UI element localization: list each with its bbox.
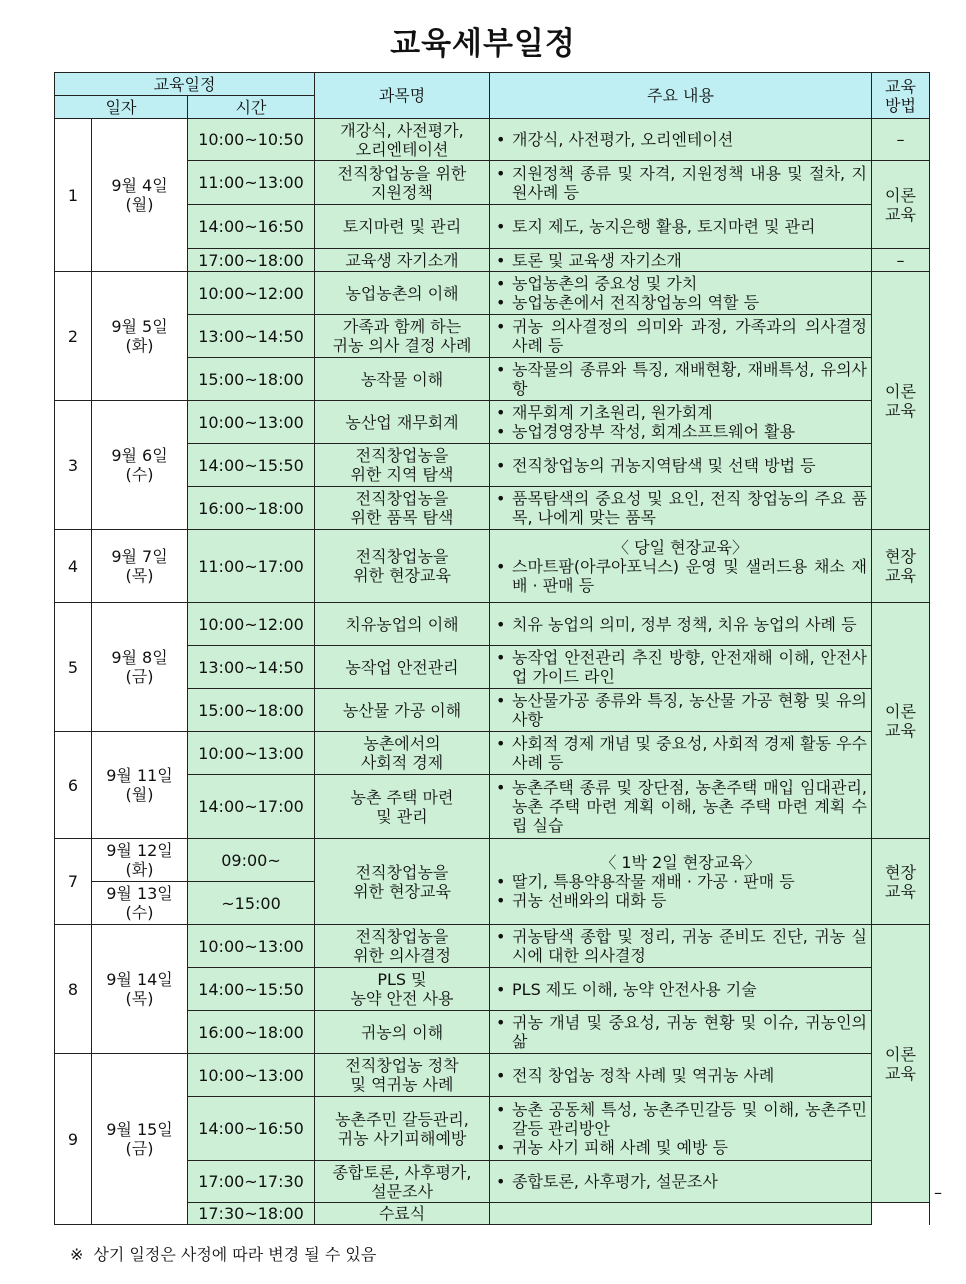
content-cell: • 사회적 경제 개념 및 중요성, 사회적 경제 활동 우수사례 등 [490,732,872,775]
content-cell: • 농작물의 종류와 특징, 재배현황, 재배특성, 유의사항 [490,358,872,401]
subject-cell: 전직창업농을 위한 현장교육 [315,530,490,603]
header-date: 일자 [55,96,188,119]
subject-cell: 농촌 주택 마련 및 관리 [315,775,490,839]
day-date: 9월 12일 (화) [92,839,188,882]
content-cell: • 품목탐색의 중요성 및 요인, 전직 창업농의 주요 품목, 나에게 맞는 품목 [490,487,872,530]
time-cell: 11:00~13:00 [188,161,315,205]
time-cell: 14:00~16:50 [188,205,315,249]
time-cell: 17:00~18:00 [188,249,315,272]
subject-cell: 수료식 [315,1203,490,1225]
day-number: 7 [55,839,92,925]
header-time: 시간 [188,96,315,119]
method-cell: – [872,119,930,161]
time-cell: ~15:00 [188,882,315,925]
subject-cell: 전직창업농을 위한 품목 탐색 [315,487,490,530]
method-cell: 현장 교육 [872,839,930,925]
method-cell: 이론 교육 [872,925,930,1203]
subject-cell: 전직창업농을 위한 현장교육 [315,839,490,925]
time-cell: 17:30~18:00 [188,1203,315,1225]
subject-cell: 농작업 안전관리 [315,646,490,689]
subject-cell: 농촌주민 갈등관리, 귀농 사기피해예방 [315,1097,490,1161]
day-number: 9 [55,1054,92,1225]
subject-cell: 교육생 자기소개 [315,249,490,272]
content-cell: • 토지 제도, 농지은행 활용, 토지마련 및 관리 [490,205,872,249]
content-cell: 〈 1박 2일 현장교육〉 • 딸기, 특용약용작물 재배 · 가공 · 판매 등 • 귀농 선배와의 대화 등 [490,839,872,925]
time-cell: 14:00~15:50 [188,444,315,487]
subject-cell: 전직창업농을 위한 지원정책 [315,161,490,205]
header-subject: 과목명 [315,73,490,119]
content-cell: • 농업농촌의 중요성 및 가치 • 농업농촌에서 전직창업농의 역할 등 [490,272,872,315]
note-symbol: ※ [70,1245,84,1264]
subject-cell: 전직창업농 정착 및 역귀농 사례 [315,1054,490,1097]
time-cell: 14:00~17:00 [188,775,315,839]
time-cell: 14:00~15:50 [188,968,315,1011]
day-number: 5 [55,603,92,732]
footnote [70,1242,376,1265]
method-cell: 이론 교육 [872,603,930,839]
header-content: 주요 내용 [490,73,872,119]
day-date: 9월 15일 (금) [92,1054,188,1225]
content-cell: • 농촌 공동체 특성, 농촌주민갈등 및 이해, 농촌주민갈등 관리방안 • 귀농 사기 피해 사례 및 예방 등 [490,1097,872,1161]
day-number: 6 [55,732,92,839]
content-cell: • 귀농 개념 및 중요성, 귀농 현황 및 이슈, 귀농인의 삶 [490,1011,872,1054]
content-cell: • 전직창업농의 귀농지역탐색 및 선택 방법 등 [490,444,872,487]
day-number: 8 [55,925,92,1054]
time-cell: 10:00~12:00 [188,272,315,315]
subject-cell: 토지마련 및 관리 [315,205,490,249]
time-cell: 14:00~16:50 [188,1097,315,1161]
time-cell: 11:00~17:00 [188,530,315,603]
subject-cell: 귀농의 이해 [315,1011,490,1054]
time-cell: 13:00~14:50 [188,646,315,689]
content-cell: • 지원정책 종류 및 자격, 지원정책 내용 및 절차, 지원사례 등 [490,161,872,205]
content-cell: • 농작업 안전관리 추진 방향, 안전재해 이해, 안전사업 가이드 라인 [490,646,872,689]
content-cell: • 치유 농업의 의미, 정부 정책, 치유 농업의 사례 등 [490,603,872,646]
content-cell: 〈 당일 현장교육〉 • 스마트팜(아쿠아포닉스) 운영 및 샐러드용 채소 재배 · 판매 등 [490,530,872,603]
method-cell: 현장 교육 [872,530,930,603]
header-schedule: 교육일정 [55,73,315,96]
day-date: 9월 7일 (목) [92,530,188,603]
content-cell: • 농촌주택 종류 및 장단점, 농촌주택 매입 임대관리, 농촌 주택 마련 계획 이해, 농촌 주택 마련 계획 수립 실습 [490,775,872,839]
time-cell: 15:00~18:00 [188,689,315,732]
time-cell: 13:00~14:50 [188,315,315,358]
subject-cell: 치유농업의 이해 [315,603,490,646]
header-method: 교육 방법 [872,73,930,119]
subject-cell: 농업농촌의 이해 [315,272,490,315]
time-cell: 09:00~ [188,839,315,882]
subject-cell: 농작물 이해 [315,358,490,401]
subject-cell: PLS 및 농약 안전 사용 [315,968,490,1011]
schedule-table: 교육일정 과목명 주요 내용 교육 방법 일자 시간 1 9월 4일 (월) 10:00~10:50 개강식, 사전평가, 오리엔테이션 • 개강식, 사전평가, 오리엔테이션 – 11:00~13:00 전직창업농을 위한 지원정책 • 지원정책 종류 및 자격, 지원정책 내용 및 절차, 지원사례 등 이론 교육 14:00~16:50 토지마련 및 관리 • 토지 제도, 농지은행 활용, 토지마련 및 관리 17:00~18:00 교육생 자기소개 • 토론 및 교육생 자기소개 – 2 9월 5일 (화) 10:00~12:00 농업농촌의 이해 • 농업농촌의 중요성 및 가치 • 농업농촌에서 전직창업농의 역할 등 이론 교육 13:00~14:50 가족과 함께 하는 귀농 의사 결정 사례 • 귀농 의사결정의 의미와 과정, 가족과의 의사결정 사례 등 15:00~18:00 농작물 이해 • 농작물의 종류와 특징, 재배현황, 재배특성, 유의사항 3 9월 6일 (수) 10:00~13:00 농산업 재무회계 • 재무회계 기초원리, 원가회계 • 농업경영장부 작성, 회계소프트웨어 활용 14:00~15:50 전직창업농을 위한 지역 탐색 • 전직창업농의 귀농지역탐색 및 선택 방법 등 16:00~18:00 전직창업농을 위한 품목 탐색 • 품목탐색의 중요성 및 요인, 전직 창업농의 주요 품목, 나에게 맞는 품목 4 9월 7일 (목) 11:00~17:00 전직창업농을 위한 현장교육 〈 당일 현장교육〉 • 스마트팜(아쿠아포닉스) 운영 및 샐러드용 채소 재배 · 판매 등 현장 교육 5 9월 8일 (금) 10:00~12:00 치유농업의 이해 • 치유 농업의 의미, 정부 정책, 치유 농업의 사례 등 이론 교육 13:00~14:50 농작업 안전관리 • 농작업 안전관리 추진 방향, 안전재해 이해, 안전사업 가이드 라인 15:00~18:00 농산물 가공 이해 • 농산물가공 종류와 특징, 농산물 가공 현황 및 유의사항 6 9월 11일 (월) 10:00~13:00 농촌에서의 사회적 경제 • 사회적 경제 개념 및 중요성, 사회적 경제 활동 우수사례 등 14:00~17:00 농촌 주택 마련 및 관리 • 농촌주택 종류 및 장단점, 농촌주택 매입 임대관리, 농촌 주택 마련 계획 이해, 농촌 주택 마련 계획 수립 실습 7 9월 12일 (화) 09:00~ 전직창업농을 위한 현장교육 〈 1박 2일 현장교육〉 • 딸기, 특용약용작물 재배 · 가공 · 판매 등 • 귀농 선배와의 대화 등 현장 교육 9월 13일 (수) ~15:00 8 9월 14일 (목) 10:00~13:00 전직창업농을 위한 의사결정 • 귀농탐색 종합 및 정리, 귀농 준비도 진단, 귀농 실시에 대한 의사결정 이론 교육 14:00~15:50 PLS 및 농약 안전 사용 • PLS 제도 이해, 농약 안전사용 기술 16:00~18:00 귀농의 이해 • 귀농 개념 및 중요성, 귀농 현황 및 이슈, 귀농인의 삶 9 9월 15일 (금) 10:00~13:00 전직창업농 정착 및 역귀농 사례 • 전직 창업농 정착 사례 및 역귀농 사례 14:00~16:50 농촌주민 갈등관리, 귀농 사기피해예방 • 농촌 공동체 특성, 농촌주민갈등 및 이해, 농촌주민갈등 관리방안 • 귀농 사기 피해 사례 및 예방 등 17:00~17:30 종합토론, 사후평가, 설문조사 • 종합토론, 사후평가, 설문조사 – 17:30~18:00 수료식 [54,72,930,1225]
content-cell: • 재무회계 기초원리, 원가회계 • 농업경영장부 작성, 회계소프트웨어 활용 [490,401,872,444]
content-cell: • 귀농탐색 종합 및 정리, 귀농 준비도 진단, 귀농 실시에 대한 의사결정 [490,925,872,968]
day-number: 1 [55,119,92,272]
day-date: 9월 6일 (수) [92,401,188,530]
subject-cell: 농산업 재무회계 [315,401,490,444]
content-cell: • 전직 창업농 정착 사례 및 역귀농 사례 [490,1054,872,1097]
time-cell: 10:00~13:00 [188,925,315,968]
content-cell: • 개강식, 사전평가, 오리엔테이션 [490,119,872,161]
time-cell: 10:00~12:00 [188,603,315,646]
subject-cell: 농촌에서의 사회적 경제 [315,732,490,775]
note-text: 상기 일정은 사정에 따라 변경 될 수 있음 [93,1245,377,1264]
time-cell: 10:00~13:00 [188,732,315,775]
time-cell: 17:00~17:30 [188,1161,315,1203]
content-cell: • 농산물가공 종류와 특징, 농산물 가공 현황 및 유의사항 [490,689,872,732]
subject-cell: 농산물 가공 이해 [315,689,490,732]
time-cell: 10:00~13:00 [188,401,315,444]
subject-cell: 전직창업농을 위한 의사결정 [315,925,490,968]
day-date: 9월 4일 (월) [92,119,188,272]
content-cell [490,1203,872,1225]
method-cell: 이론 교육 [872,272,930,530]
content-cell: • 종합토론, 사후평가, 설문조사 [490,1161,872,1203]
content-cell: • 귀농 의사결정의 의미와 과정, 가족과의 의사결정 사례 등 [490,315,872,358]
content-cell: • 토론 및 교육생 자기소개 [490,249,872,272]
subject-cell: 가족과 함께 하는 귀농 의사 결정 사례 [315,315,490,358]
time-cell: 15:00~18:00 [188,358,315,401]
time-cell: 10:00~10:50 [188,119,315,161]
time-cell: 10:00~13:00 [188,1054,315,1097]
time-cell: 16:00~18:00 [188,1011,315,1054]
method-cell: 이론 교육 [872,161,930,249]
subject-cell: 종합토론, 사후평가, 설문조사 [315,1161,490,1203]
day-date: 9월 13일 (수) [92,882,188,925]
time-cell: 16:00~18:00 [188,487,315,530]
subject-cell: 전직창업농을 위한 지역 탐색 [315,444,490,487]
day-date: 9월 14일 (목) [92,925,188,1054]
page-title: 교육세부일정 [390,26,576,62]
day-number: 2 [55,272,92,401]
day-number: 3 [55,401,92,530]
day-number: 4 [55,530,92,603]
day-date: 9월 8일 (금) [92,603,188,732]
content-cell: • PLS 제도 이해, 농약 안전사용 기술 [490,968,872,1011]
subject-cell: 개강식, 사전평가, 오리엔테이션 [315,119,490,161]
day-date: 9월 11일 (월) [92,732,188,839]
method-cell: – [872,249,930,272]
day-date: 9월 5일 (화) [92,272,188,401]
